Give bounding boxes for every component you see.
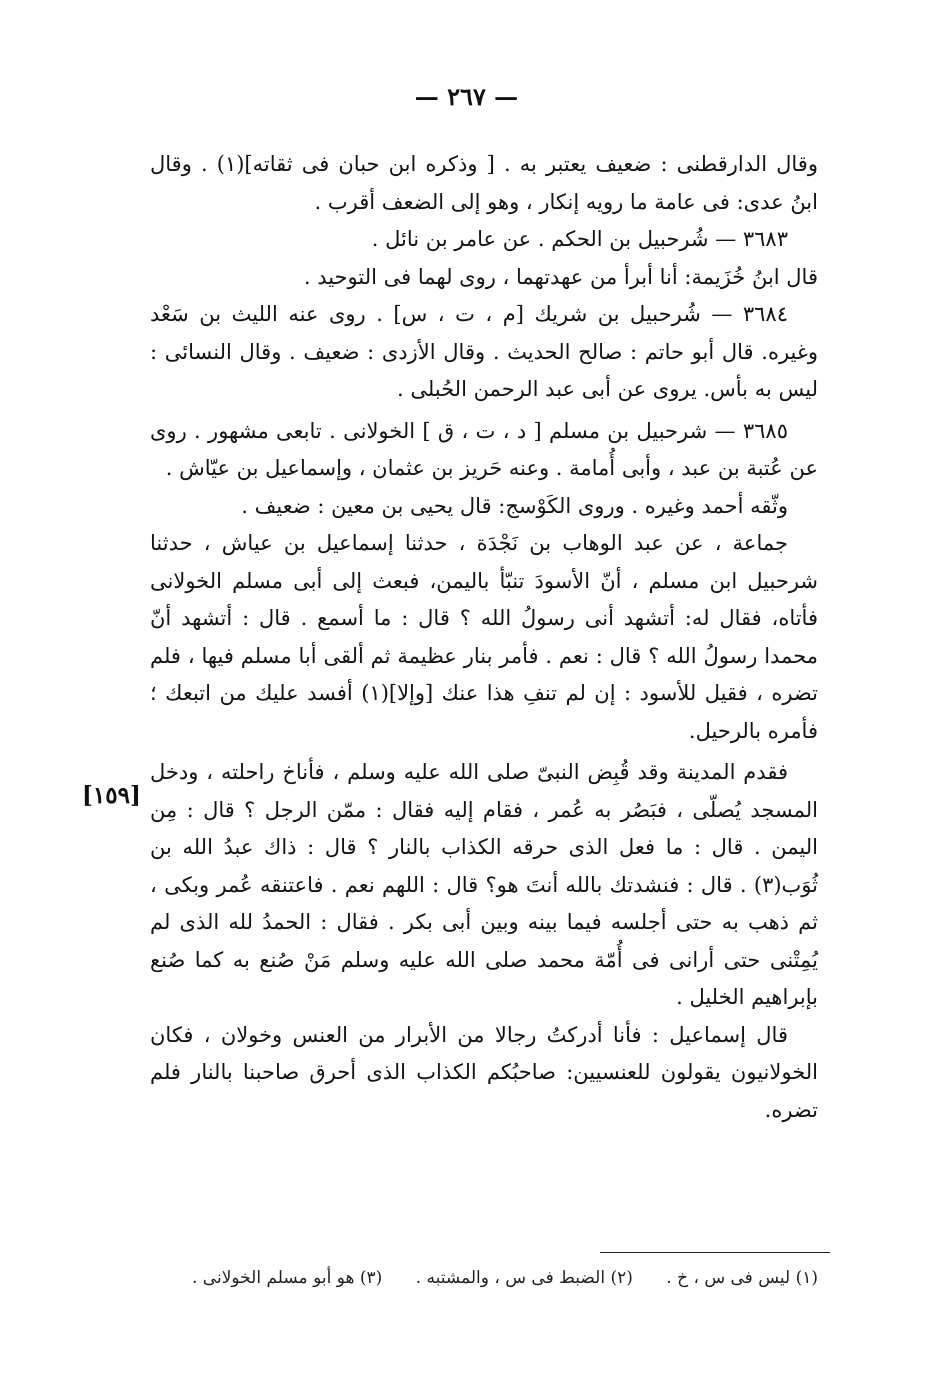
footnote-3: (٣) هو أبو مسلم الخولانى .	[191, 1268, 383, 1288]
entry-3684: ٣٦٨٤ — شُرحبيل بن شريك [م ، ت ، س] . روى عنه الليث بن سَعْد وغيره. قال أبو حاتم : صالح الحديث . وقال الأزدى : ضعيف . وقال النسائى : ليس به بأس. يروى عن أبى عبد الرحمن الحُبلى .	[150, 302, 818, 401]
margin-page-reference: [١٥٩]	[82, 782, 141, 809]
page-number: — ٢٦٧ —	[414, 82, 519, 111]
main-text	[150, 146, 818, 1129]
footnote-2: (٢) الضبط فى س ، والمشتبه .	[415, 1268, 633, 1288]
paragraph-madina: فقدم المدينة وقد قُبِض النبىّ صلى الله عليه وسلم ، فأناخ راحلته ، ودخل المسجد يُصلّى ، فبَصُر به عُمر ، فقام إليه فقال : ممّن الرجل ؟ قال : مِن اليمن . قال : ما فعل الذى حرقه الكذاب بالنار ؟ قال : ذاك عبدُ الله بن ثُوَب(٣) . قال : فنشدتك بالله أنتَ هو؟ قال : اللهم نعم . فاعتنقه عُمر وبكى ، ثم ذهب به حتى أجلسه فيما بينه وبين أبى بكر . فقال : الحمدُ لله الذى لم يُمِتْنى حتى أرانى فى أُمّة محمد صلى الله عليه وسلم مَنْ صُنع به كما صُنع بإبراهيم الخليل .	[150, 760, 818, 1009]
footnote-1: (١) ليس فى س ، خ .	[666, 1268, 818, 1288]
paragraph-daraqutni: وقال الدارقطنى : ضعيف يعتبر به . [ وذكره ابن حبان فى ثقاته](١) . وقال ابنُ عدى: فى عامة ما رويه إنكار ، وهو إلى الضعف أقرب .	[150, 152, 818, 214]
entry-3685: ٣٦٨٥ — شرحبيل بن مسلم [ د ، ت ، ق ] الخولانى . تابعى مشهور . روى عن عُتبة بن عبد ، وأبى أُمامة . وعنه حَريز بن عثمان ، وإسماعيل بن عيّاش .	[150, 418, 818, 480]
entry-3683: ٣٦٨٣ — شُرحبيل بن الحكم . عن عامر بن نائل .	[371, 227, 788, 251]
paragraph-ibn-khuzayma: قال ابنُ خُزَيمة: أنا أبرأ من عهدتهما ، روى لهما فى التوحيد .	[303, 264, 818, 289]
footnote-divider	[600, 1252, 830, 1253]
footnotes	[150, 1258, 818, 1298]
paragraph-narration: جماعة ، عن عبد الوهاب بن نَجْدَة ، حدثنا إسماعيل بن عياش ، حدثنا شرحبيل ابن مسلم ، أنّ الأسودَ تنبّأ باليمن، فبعث إلى أبى مسلم الخولانى فأتاه، فقال له: أتشهد أنى رسولُ الله ؟ قال : ما أسمع . قال : أتشهد أنّ محمدا رسولُ الله ؟ قال : نعم . فأمر بنار عظيمة ثم ألقى أبا مسلم فيها ، فلم تضره ، فقيل للأسود : إن لم تنفِ هذا عنك [وإلا](١) أفسد عليك من اتبعك ؛ فأمره بالرحيل.	[150, 531, 818, 743]
paragraph-ismail: قال إسماعيل : فأنا أدركتُ رجالا من الأبرار من العنس وخولان ، فكان الخولانيون يقولون للعنسيين: صاحبُكم الكذاب الذى أحرق صاحبنا بالنار فلم تضره.	[150, 1022, 818, 1122]
paragraph-tawthiq: وثّقه أحمد وغيره . وروى الكَوْسج: قال يحيى بن معين : ضعيف .	[241, 493, 788, 518]
